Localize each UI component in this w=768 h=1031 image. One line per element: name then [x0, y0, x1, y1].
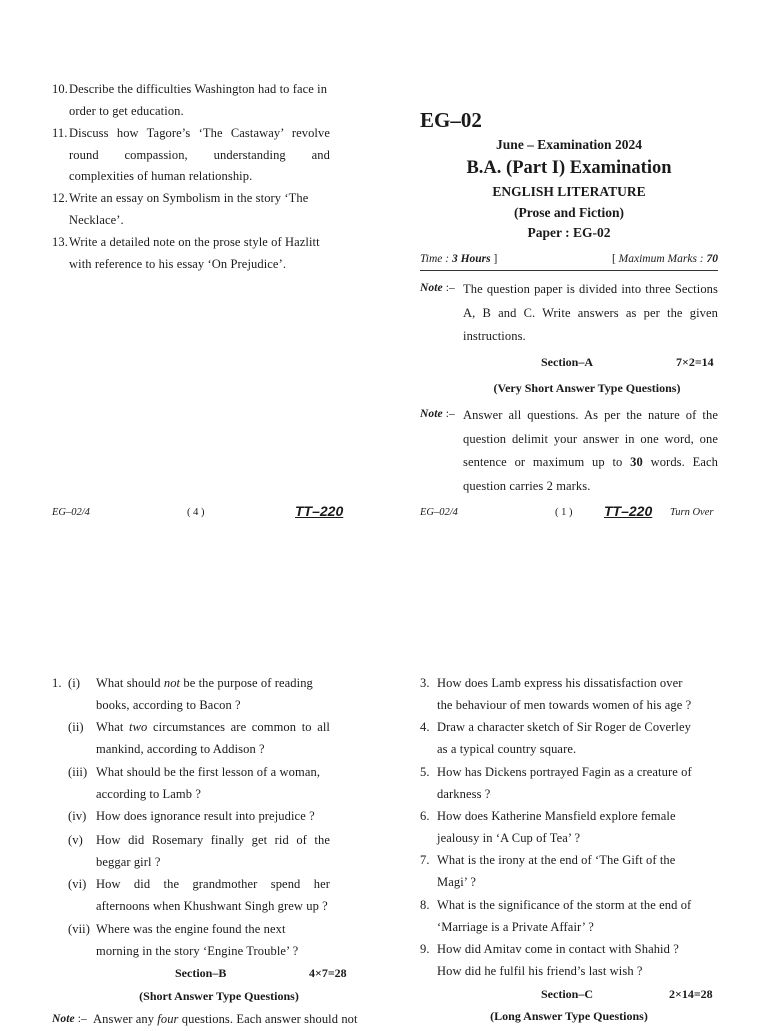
subquestion-iv: (iv) How does ignorance result into prejudice ?	[68, 809, 315, 823]
question-9: 9. How did Amitav come in contact with Shahid ? How did he fulfil his friend’s last wish ?	[420, 942, 679, 978]
section-a-marks: 7×2=14	[676, 355, 714, 369]
section-c-type: (Long Answer Type Questions)	[490, 1009, 648, 1023]
degree-title: B.A. (Part I) Examination	[466, 158, 672, 178]
section-a-type: (Very Short Answer Type Questions)	[493, 381, 681, 395]
section-c-heading: Section–C	[541, 987, 593, 1001]
footer-code: EG–02/4	[52, 507, 90, 518]
header-rule	[420, 270, 718, 271]
footer-code: EG–02/4	[420, 507, 458, 518]
maximum-marks: [ Maximum Marks : 70	[611, 253, 718, 265]
question-3: 3. How does Lamb express his dissatisfaction over the behaviour of men towards women of his age ?	[420, 676, 692, 712]
section-c-marks: 2×14=28	[669, 987, 713, 1001]
subquestion-v: (v) How did Rosemary finally get rid of the beggar girl ?	[68, 833, 330, 869]
subquestion-iii: (iii) What should be the first lesson of a woman, according to Lamb ?	[68, 765, 321, 801]
paper-code: EG–02	[420, 108, 482, 132]
subject-title: ENGLISH LITERATURE	[492, 184, 646, 199]
question-10: 10. Describe the difficulties Washington had to face in order to get education.	[52, 82, 328, 118]
question-5: 5. How has Dickens portrayed Fagin as a creature of darkness ?	[420, 765, 692, 801]
section-b-heading: Section–B	[175, 966, 227, 980]
footer-page-number: ( 4 )	[187, 507, 205, 518]
question-4: 4. Draw a character sketch of Sir Roger de Coverley as a typical country square.	[420, 720, 691, 756]
course-title: (Prose and Fiction)	[514, 205, 624, 220]
question-6: 6. How does Katherine Mansfield explore female jealousy in ‘A Cup of Tea’ ?	[420, 809, 676, 845]
footer-tt-code: TT–220	[295, 503, 344, 519]
question-8: 8. What is the significance of the storm at the end of ‘Marriage is a Private Affair’ ?	[420, 898, 692, 934]
question-12: 12. Write an essay on Symbolism in the story ‘The Necklace’.	[52, 191, 309, 227]
footer-tt-code: TT–220	[604, 503, 653, 519]
section-b-type: (Short Answer Type Questions)	[139, 989, 299, 1003]
note-instructions: Note :– The question paper is divided into three Sections A, B and C. Write answers as per the given instructions.	[420, 282, 718, 343]
question-7: 7. What is the irony at the end of ‘The Gift of the Magi’ ?	[420, 853, 676, 889]
paper-title: Paper : EG-02	[527, 225, 611, 240]
subquestion-vii: (vii) Where was the engine found the next morning in the story ‘Engine Trouble’ ?	[68, 922, 299, 958]
question-1-number: 1.	[52, 676, 62, 690]
exam-session: June – Examination 2024	[496, 137, 642, 152]
question-11: 11. Discuss how Tagore’s ‘The Castaway’ revolve round compassion, understanding and complexities of human relationship.	[52, 126, 330, 183]
section-b-marks: 4×7=28	[309, 966, 347, 980]
question-13: 13. Write a detailed note on the prose style of Hazlitt with reference to his essay ‘On Prejudice’.	[52, 235, 320, 271]
turn-over-label: Turn Over	[670, 507, 714, 518]
note-section-a: Note :– Answer all questions. As per the nature of the question delimit your answer in one word, one sentence or maximum up to 30 words. Each question carries 2 marks.	[420, 408, 718, 493]
subquestion-vi: (vi) How did the grandmother spend her afternoons when Khushwant Singh grew up ?	[68, 877, 330, 913]
subquestion-ii: (ii) What two circumstances are common to all mankind, according to Addison ?	[68, 720, 330, 756]
note-section-b: Note :– Answer any four questions. Each answer should not	[52, 1012, 358, 1026]
subquestion-i: (i) What should not be the purpose of reading books, according to Bacon ?	[68, 676, 313, 712]
footer-page-number: ( 1 )	[555, 507, 573, 518]
time-allowed: Time : 3 Hours ]	[420, 253, 498, 265]
section-a-heading: Section–A	[541, 355, 593, 369]
